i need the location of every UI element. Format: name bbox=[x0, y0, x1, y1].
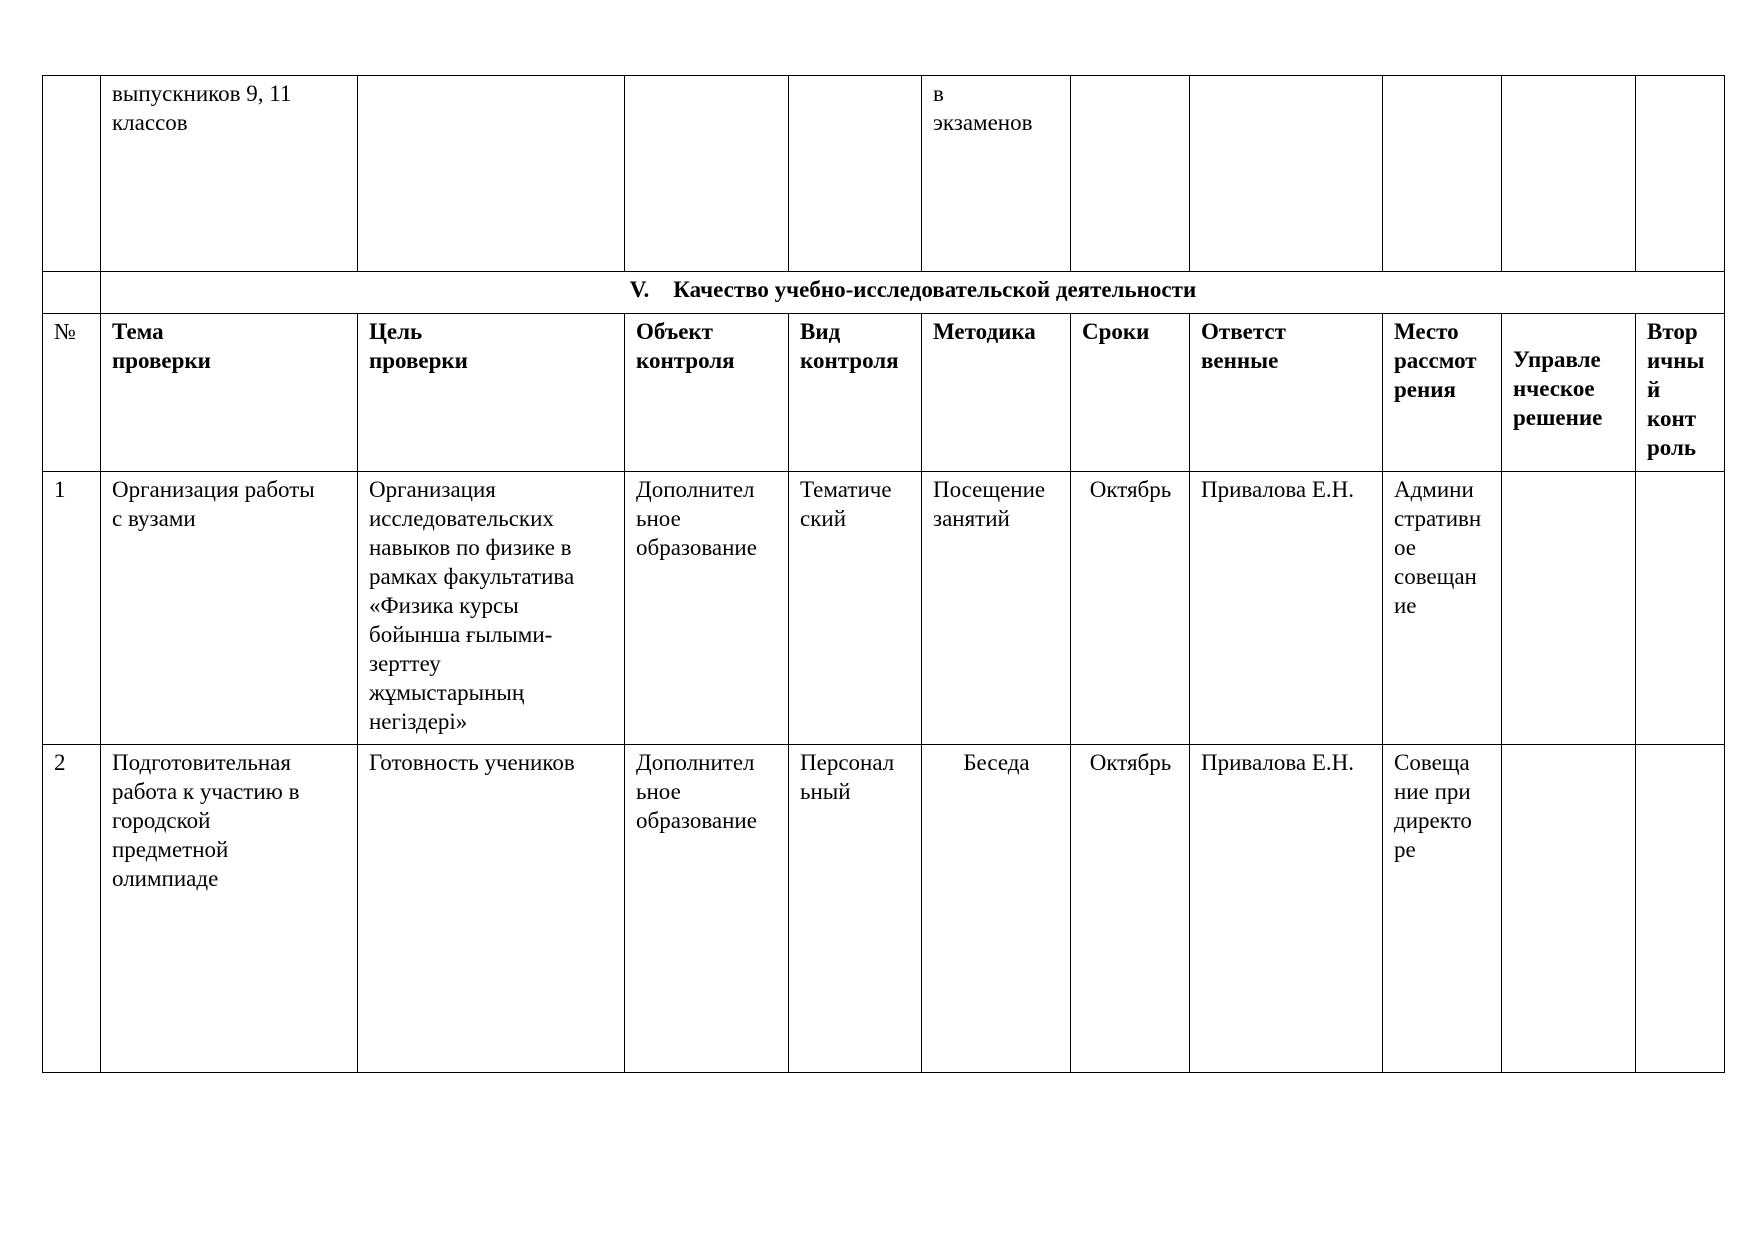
header-responsible: Ответст венные bbox=[1190, 314, 1383, 472]
header-row bbox=[43, 314, 1725, 472]
cell-type: Тематиче ский bbox=[789, 472, 922, 745]
header-secondary: Втор ичны й конт роль bbox=[1636, 314, 1725, 472]
cell-topic: Организация работы с вузами bbox=[101, 472, 358, 745]
header-goal: Цель проверки bbox=[358, 314, 625, 472]
cell-method: Беседа bbox=[922, 745, 1071, 1073]
cell-secondary bbox=[1636, 76, 1725, 272]
cell-place bbox=[1383, 76, 1502, 272]
cell-type bbox=[789, 76, 922, 272]
cell-responsible: Привалова Е.Н. bbox=[1190, 745, 1383, 1073]
cell-responsible: Привалова Е.Н. bbox=[1190, 472, 1383, 745]
cell-num: 2 bbox=[43, 745, 101, 1073]
cell-goal: Организация исследовательских навыков по физике в рамках факультатива «Физика курсы бойынша ғылыми- зерттеу жұмыстарының негіздері» bbox=[358, 472, 625, 745]
cell-topic: выпускников 9, 11 классов bbox=[101, 76, 358, 272]
cell-place: Админи стративн ое совещан ие bbox=[1383, 472, 1502, 745]
cell-object: Дополнител ьное образование bbox=[625, 745, 789, 1073]
section-number: V. bbox=[629, 277, 650, 302]
header-decision: Управле нческое решение bbox=[1502, 314, 1636, 472]
cell-topic: Подготовительная работа к участию в городской предметной олимпиаде bbox=[101, 745, 358, 1073]
cell-terms: Октябрь bbox=[1071, 472, 1190, 745]
section-heading-row bbox=[43, 272, 1725, 314]
cell-responsible bbox=[1190, 76, 1383, 272]
cell-object: Дополнител ьное образование bbox=[625, 472, 789, 745]
cell-goal: Готовность учеников bbox=[358, 745, 625, 1073]
cell-goal bbox=[358, 76, 625, 272]
cell-object bbox=[625, 76, 789, 272]
cell-method: в экзаменов bbox=[922, 76, 1071, 272]
cell-empty bbox=[43, 272, 101, 314]
section-heading bbox=[101, 272, 1725, 314]
cell-decision bbox=[1502, 76, 1636, 272]
section-title: Качество учебно-исследовательской деятельности bbox=[673, 277, 1197, 302]
cell-decision bbox=[1502, 472, 1636, 745]
cell-method: Посещение занятий bbox=[922, 472, 1071, 745]
cell-secondary bbox=[1636, 472, 1725, 745]
cell-num: 1 bbox=[43, 472, 101, 745]
header-object: Объект контроля bbox=[625, 314, 789, 472]
header-place: Место рассмот рения bbox=[1383, 314, 1502, 472]
header-type: Вид контроля bbox=[789, 314, 922, 472]
cell-type: Персонал ьный bbox=[789, 745, 922, 1073]
cell-terms bbox=[1071, 76, 1190, 272]
cell-num bbox=[43, 76, 101, 272]
cell-secondary bbox=[1636, 745, 1725, 1073]
table-row bbox=[43, 472, 1725, 745]
carryover-row bbox=[43, 76, 1725, 272]
header-terms: Сроки bbox=[1071, 314, 1190, 472]
table-row bbox=[43, 745, 1725, 1073]
header-method: Методика bbox=[922, 314, 1071, 472]
header-topic: Тема проверки bbox=[101, 314, 358, 472]
cell-terms: Октябрь bbox=[1071, 745, 1190, 1073]
monitoring-plan-table bbox=[42, 75, 1725, 1073]
header-num: № bbox=[43, 314, 101, 472]
cell-place: Совеща ние при директо ре bbox=[1383, 745, 1502, 1073]
cell-decision bbox=[1502, 745, 1636, 1073]
